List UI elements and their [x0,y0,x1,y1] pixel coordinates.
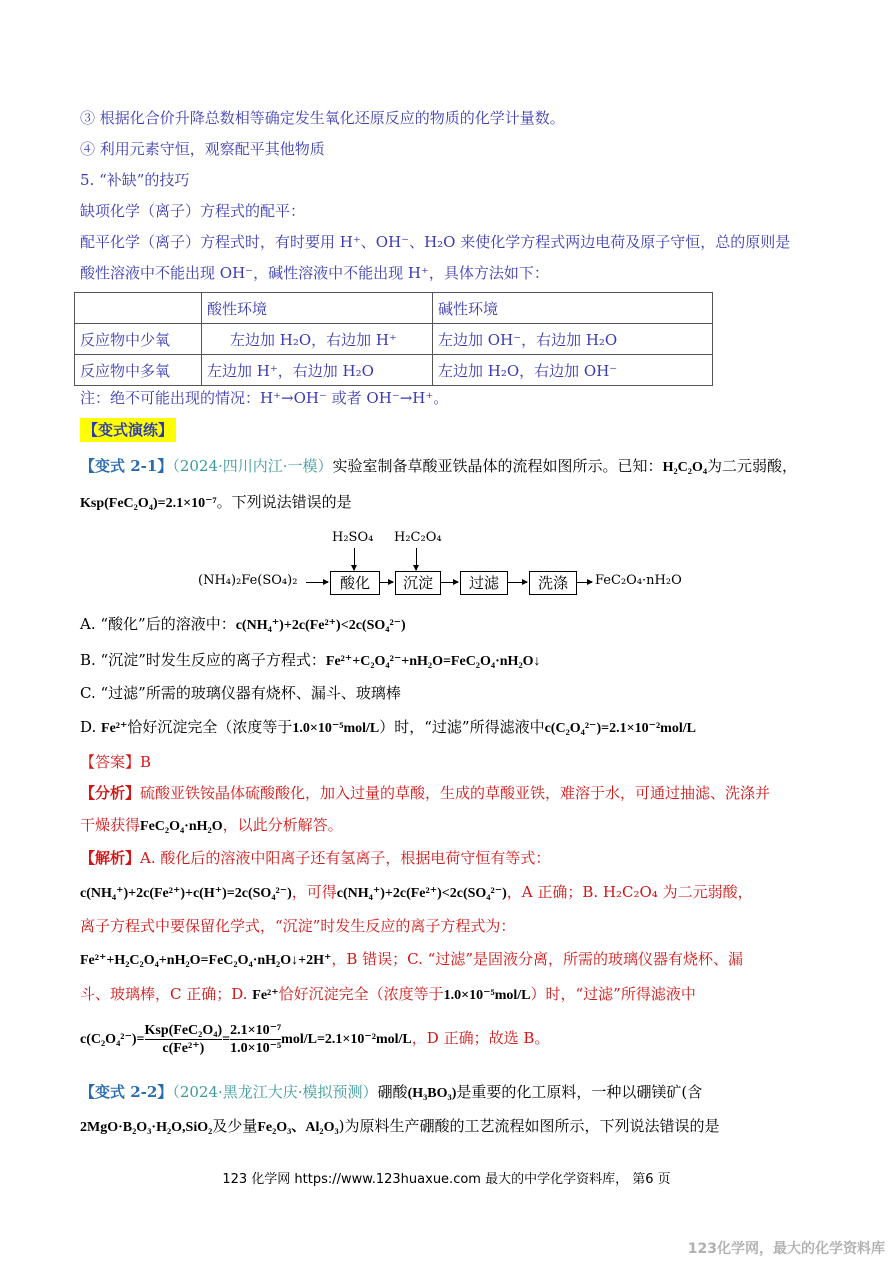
explain-line-5 [80,984,696,1006]
option-b [80,650,541,672]
flow-step-acidify: 酸化 [330,571,380,595]
flow-down-arrow [416,548,417,570]
table-header-cell [75,293,202,324]
table-cell: 左边加 H⁺，右边加 H₂O [202,355,433,386]
option-d-formula: 1.0×10⁻⁵mol/L [292,721,380,736]
explain-formula: mol/L=2.1×10⁻²mol/L [281,1032,412,1047]
note-text: 注：绝不可能出现的情况：H⁺→OH⁻ 或者 OH⁻→H⁺。 [80,389,449,407]
analysis-text: 硫酸亚铁铵晶体硫酸酸化，加入过量的草酸，生成的草酸亚铁，难溶于水，可通过抽滤、洗涤并 [140,784,771,802]
explain-formula: c(NH₄⁺)+2c(Fe²⁺)+c(H⁺)=2c(SO₄²⁻) [80,886,292,901]
option-c: C. “过滤”所需的玻璃仪器有烧杯、漏斗、玻璃棒 [80,684,401,702]
q2-stem-a: 硼酸 [377,1083,408,1101]
explain-line-2 [80,882,753,904]
analysis-label: 【分析】 [80,784,141,802]
explain-text: ，A 正确；B. H₂C₂O₄ 为二元弱酸， [506,883,753,901]
q1-source: （2024·四川内江·一模） [172,457,333,475]
explain-line-6 [80,1018,549,1060]
balancing-table [74,292,713,386]
table-row [75,324,713,355]
flow-step-precipitate: 沉淀 [395,571,441,595]
option-a-text: A. “酸化”后的溶液中： [80,615,236,633]
watermark: 123化学网，最大的化学资料库 [687,1241,885,1257]
q2-source: （2024·黑龙江大庆·模拟预测） [172,1083,378,1101]
table-cell: 反应物中少氧 [75,324,202,355]
option-d [80,717,696,739]
option-a [80,614,406,636]
equals-sign: = [222,1032,231,1047]
process-flow-diagram [196,528,696,600]
explain-text: A. 酸化后的溶液中阳离子还有氢离子，根据电荷守恒有等式： [140,849,551,867]
explain-line-3: 离子方程式中要保留化学式，“沉淀”时发生反应的离子方程式为： [80,917,516,935]
explain-line-4 [80,949,743,971]
explain-formula: Fe²⁺ [252,988,279,1003]
option-d-text: D. [80,718,102,736]
flow-step-wash: 洗涤 [529,571,577,595]
paragraph-2: 酸性溶液中不能出现 OH⁻，碱性溶液中不能出现 H⁺，具体方法如下： [80,264,549,282]
q2-stem-line1 [80,1082,702,1104]
analysis-text: 干燥获得 [80,816,141,834]
option-d-text: ）时，“过滤”所得滤液中 [379,718,545,736]
option-d-formula: c(C₂O₄²⁻)=2.1×10⁻²mol/L [544,721,696,736]
flow-step-filter: 过滤 [460,571,508,595]
fraction-denominator: c(Fe²⁺) [162,1040,205,1056]
subsection-title: 缺项化学（离子）方程式的配平： [80,202,306,220]
q1-acid-formula: H₂C₂O₄ [662,460,708,475]
q2-stem-c: 及少量 [212,1117,258,1135]
q1-stem-line2 [80,492,352,514]
fraction-denominator: 1.0×10⁻⁵ [230,1040,282,1056]
analysis-text: ，以此分析解答。 [222,816,343,834]
flow-product: FeC₂O₄·nH₂O [595,573,682,588]
flow-arrow [379,582,393,583]
page-footer: 123 化学网 https://www.123huaxue.com 最大的中学化学资料库， 第6 页 [222,1172,671,1187]
fraction-numerator: Ksp(FeC₂O₄) [144,1022,223,1038]
analysis-line-2 [80,815,343,837]
note [80,388,448,408]
analysis-formula: FeC₂O₄·nH₂O [140,819,223,834]
q2-formula: Fe₂O₃、Al₂O₃ [257,1120,339,1135]
explain-formula: c(NH₄⁺)+2c(Fe²⁺)<2c(SO₄²⁻) [336,886,507,901]
q2-stem-d: )为原料生产硼酸的工艺流程如图所示，下列说法错误的是 [338,1117,720,1135]
option-d-text: 恰好沉淀完全（浓度等于 [127,718,293,736]
q1-stem-c: 。下列说法错误的是 [216,493,352,511]
table-header-cell: 酸性环境 [202,293,433,324]
flow-arrow [576,582,592,583]
q2-stem-line2 [80,1116,720,1138]
flow-arrow [507,582,527,583]
value-fraction [230,1022,281,1057]
explain-label: 【解析】 [80,849,141,867]
table-cell: 左边加 H₂O，右边加 H⁺ [202,324,433,355]
q2-formula: (H₃BO₃) [407,1086,457,1101]
table-cell: 反应物中多氧 [75,355,202,386]
table-header-row [75,293,713,324]
explain-text: 斗、玻璃棒，C 正确；D. [80,985,253,1003]
flow-arrow [306,582,328,583]
ksp-fraction [145,1022,223,1057]
answer: 【答案】B [80,753,152,771]
q1-stem-line1 [80,456,797,478]
step-4: ④ 利用元素守恒，观察配平其他物质 [80,140,325,158]
table-cell: 左边加 H₂O，右边加 OH⁻ [433,355,713,386]
table-row [75,355,713,386]
section-5-title: 5. “补缺”的技巧 [80,171,190,189]
explain-line-1 [80,848,550,868]
q1-stem-b: 为二元弱酸， [707,457,798,475]
analysis-line-1 [80,783,770,803]
paragraph-1: 配平化学（离子）方程式时，有时要用 H⁺、OH⁻、H₂O 来使化学方程式两边电荷及原子守恒，总的原则是 [80,233,791,251]
explain-formula: 1.0×10⁻⁵mol/L [443,988,531,1003]
q1-ksp-formula: Ksp(FeC₂O₄)=2.1×10⁻⁷ [80,496,217,511]
flow-reagent-1: H₂SO₄ [332,530,374,545]
option-b-formula: Fe²⁺+C₂O₄²⁻+nH₂O=FeC₂O₄·nH₂O↓ [325,654,541,669]
explain-formula: c(C₂O₄²⁻)= [80,1032,145,1047]
option-b-text: B. “沉淀”时发生反应的离子方程式： [80,651,326,669]
section-title: 【变式演练】 [80,418,176,442]
flow-down-arrow [354,548,355,570]
flow-reagent-2: H₂C₂O₄ [394,530,442,545]
q2-label: 【变式 2-2】 [80,1083,173,1101]
explain-text: ，D 正确；故选 B。 [411,1029,550,1047]
table-cell: 左边加 OH⁻，右边加 H₂O [433,324,713,355]
q2-stem-b: 是重要的化工原料，一种以硼镁矿(含 [456,1083,703,1101]
q1-stem-a: 实验室制备草酸亚铁晶体的流程如图所示。已知： [332,457,663,475]
q2-formula: 2MgO·B₂O₃·H₂O,SiO₂ [80,1120,213,1135]
explain-text: ，可得 [291,883,337,901]
explain-text: 恰好沉淀完全（浓度等于 [278,985,444,1003]
step-3: ③ 根据化合价升降总数相等确定发生氧化还原反应的物质的化学计量数。 [80,109,565,127]
flow-arrow [440,582,458,583]
fraction-numerator: 2.1×10⁻⁷ [230,1022,282,1038]
explain-text: ，B 错误；C. “过滤”是固液分离，所需的玻璃仪器有烧杯、漏 [331,950,743,968]
explain-text: ）时，“过滤”所得滤液中 [530,985,696,1003]
option-a-formula: c(NH₄⁺)+2c(Fe²⁺)<2c(SO₄²⁻) [235,618,406,633]
table-header-cell: 碱性环境 [433,293,713,324]
option-d-formula: Fe²⁺ [101,721,128,736]
explain-formula: Fe²⁺+H₂C₂O₄+nH₂O=FeC₂O₄·nH₂O↓+2H⁺ [80,953,332,968]
flow-start: (NH₄)₂Fe(SO₄)₂ [198,573,298,588]
q1-label: 【变式 2-1】 [80,457,173,475]
